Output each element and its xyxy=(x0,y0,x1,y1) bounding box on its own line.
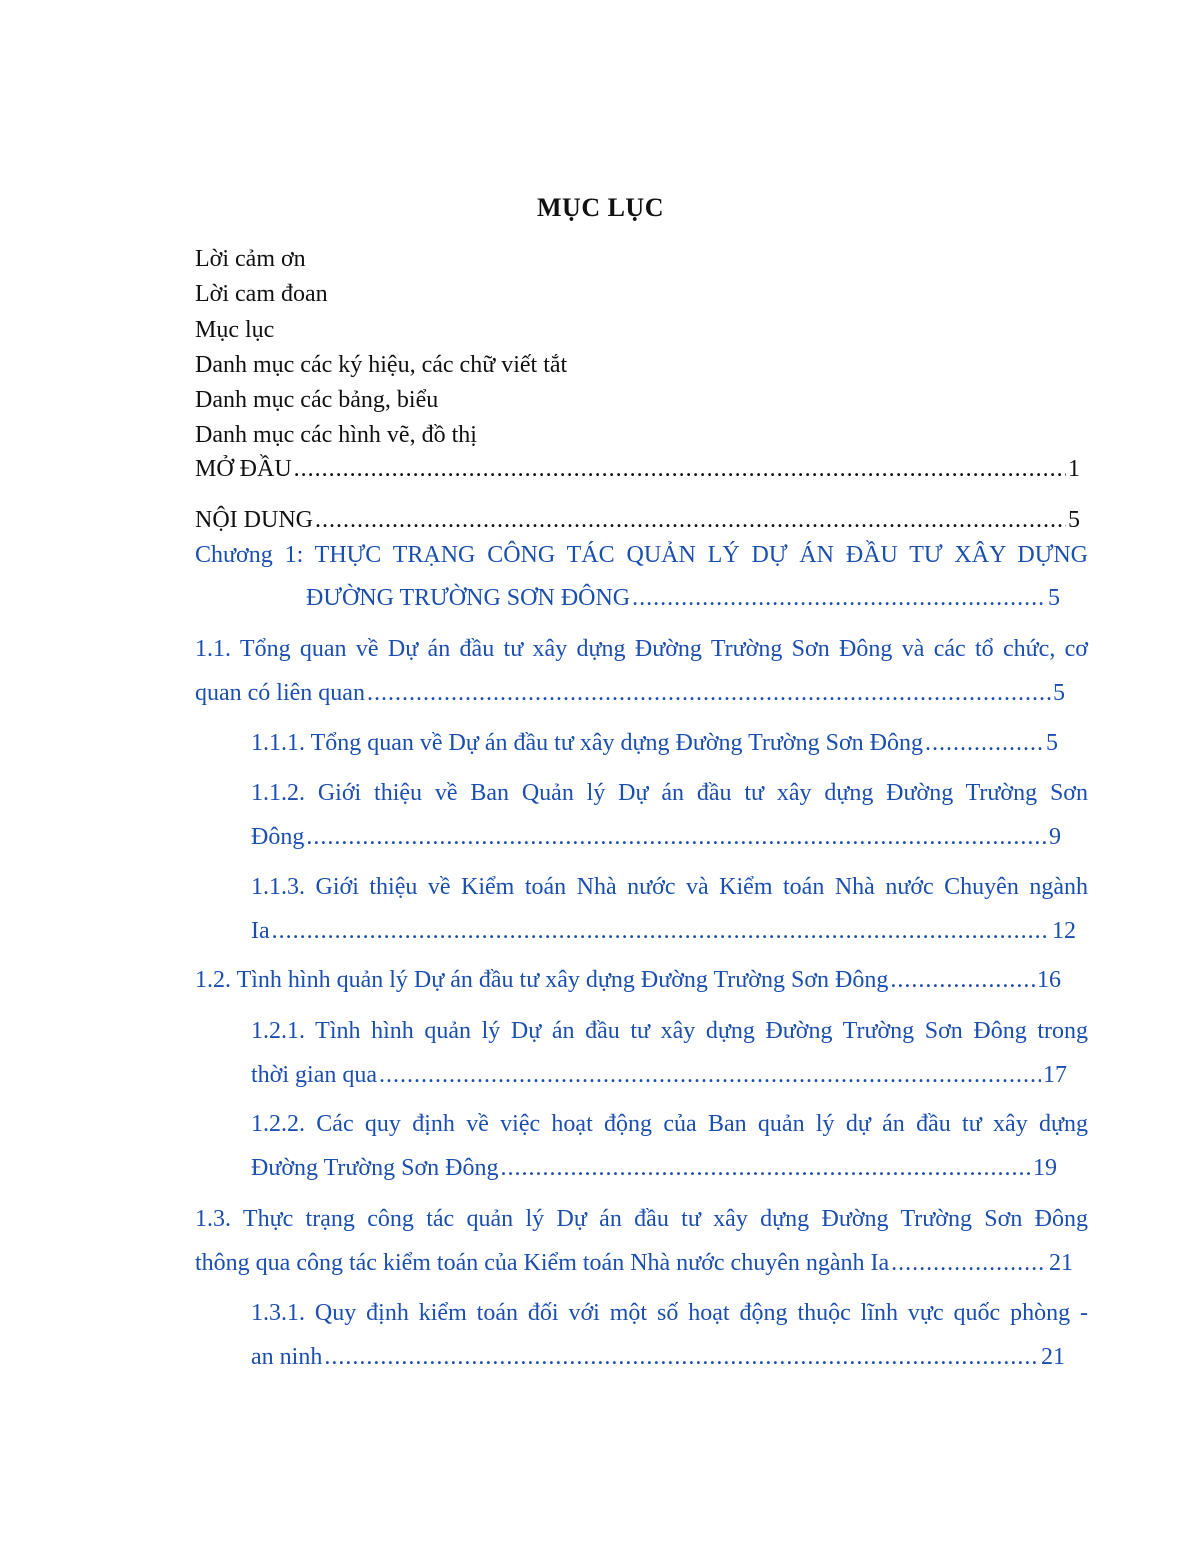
dot-leader xyxy=(294,452,1066,486)
dot-leader xyxy=(891,1246,1047,1280)
toc-label: thông qua công tác kiểm toán của Kiểm toán Nhà nước chuyên ngành Ia xyxy=(195,1250,890,1276)
toc-item-bang-bieu[interactable]: Danh mục các bảng, biểu xyxy=(195,387,439,413)
page-number: 5 xyxy=(1068,507,1080,533)
toc-section-1-3-line1[interactable]: 1.3. Thực trạng công tác quản lý Dự án đầu tư xây dựng Đường Trường Sơn Đông xyxy=(195,1206,1088,1232)
toc-label: Đường Trường Sơn Đông xyxy=(251,1155,499,1181)
toc-label: quan có liên quan xyxy=(195,680,365,706)
toc-label: MỞ ĐẦU xyxy=(195,456,292,482)
toc-section-1-3-1-line2[interactable] xyxy=(251,1340,1065,1374)
toc-chapter-1-line2[interactable] xyxy=(306,581,1060,615)
page-number: 5 xyxy=(1053,680,1065,706)
toc-entry-mo-dau[interactable] xyxy=(195,452,1080,486)
toc-section-1-1-3-line2[interactable] xyxy=(251,914,1076,948)
toc-label: Ia xyxy=(251,918,270,944)
toc-label: thời gian qua xyxy=(251,1062,377,1088)
toc-section-1-1-2-line2[interactable] xyxy=(251,820,1061,854)
dot-leader xyxy=(379,1058,1041,1092)
toc-item-ky-hieu[interactable]: Danh mục các ký hiệu, các chữ viết tắt xyxy=(195,352,568,378)
page-number: 17 xyxy=(1043,1062,1067,1088)
toc-section-1-2-1-line1[interactable]: 1.2.1. Tình hình quản lý Dự án đầu tư xây dựng Đường Trường Sơn Đông trong xyxy=(251,1018,1088,1044)
dot-leader xyxy=(306,820,1047,854)
toc-title: MỤC LỤC xyxy=(537,193,664,222)
page-number: 1 xyxy=(1068,456,1080,482)
page-number: 5 xyxy=(1046,730,1058,756)
dot-leader xyxy=(890,963,1035,997)
toc-item-loi-cam-doan[interactable]: Lời cam đoan xyxy=(195,281,328,307)
toc-section-1-1-2-line1[interactable]: 1.1.2. Giới thiệu về Ban Quản lý Dự án đầu tư xây dựng Đường Trường Sơn xyxy=(251,780,1088,806)
toc-item-hinh-ve[interactable]: Danh mục các hình vẽ, đồ thị xyxy=(195,422,477,448)
toc-section-1-2-1-line2[interactable] xyxy=(251,1058,1067,1092)
toc-item-loi-cam-on[interactable]: Lời cảm ơn xyxy=(195,246,306,272)
toc-label: 1.2. Tình hình quản lý Dự án đầu tư xây dựng Đường Trường Sơn Đông xyxy=(195,967,889,993)
dot-leader xyxy=(367,676,1051,710)
page-number: 19 xyxy=(1033,1155,1057,1181)
page-number: 21 xyxy=(1041,1344,1065,1370)
toc-chapter-1-line1[interactable]: Chương 1: THỰC TRẠNG CÔNG TÁC QUẢN LÝ DỰ ÁN ĐẦU TƯ XÂY DỰNG xyxy=(195,542,1088,568)
dot-leader xyxy=(500,1151,1031,1185)
toc-section-1-1-3-line1[interactable]: 1.1.3. Giới thiệu về Kiểm toán Nhà nước và Kiểm toán Nhà nước Chuyên ngành xyxy=(251,874,1088,900)
toc-section-1-2-2-line2[interactable] xyxy=(251,1151,1057,1185)
toc-label: Đông xyxy=(251,824,305,850)
page-number: 21 xyxy=(1049,1250,1073,1276)
toc-label: an ninh xyxy=(251,1344,323,1370)
toc-section-1-3-1-line1[interactable]: 1.3.1. Quy định kiểm toán đối với một số hoạt động thuộc lĩnh vực quốc phòng - xyxy=(251,1300,1088,1326)
dot-leader xyxy=(925,726,1044,760)
dot-leader xyxy=(632,581,1046,615)
toc-label: ĐƯỜNG TRƯỜNG SƠN ĐÔNG xyxy=(306,585,631,611)
toc-item-muc-luc[interactable]: Mục lục xyxy=(195,317,275,343)
toc-section-1-1-line2[interactable] xyxy=(195,676,1065,710)
page-number: 9 xyxy=(1049,824,1061,850)
dot-leader xyxy=(272,914,1050,948)
dot-leader xyxy=(324,1340,1039,1374)
page-number: 5 xyxy=(1048,585,1060,611)
page-number: 12 xyxy=(1052,918,1076,944)
dot-leader xyxy=(315,503,1066,537)
toc-section-1-1-1[interactable] xyxy=(251,726,1058,760)
toc-label: NỘI DUNG xyxy=(195,507,313,533)
toc-section-1-1-line1[interactable]: 1.1. Tổng quan về Dự án đầu tư xây dựng Đường Trường Sơn Đông và các tổ chức, cơ xyxy=(195,636,1088,662)
toc-entry-noi-dung[interactable] xyxy=(195,503,1080,537)
page-number: 16 xyxy=(1037,967,1061,993)
toc-section-1-3-line2[interactable] xyxy=(195,1246,1073,1280)
toc-section-1-2-2-line1[interactable]: 1.2.2. Các quy định về việc hoạt động của Ban quản lý dự án đầu tư xây dựng xyxy=(251,1111,1088,1137)
toc-label: 1.1.1. Tổng quan về Dự án đầu tư xây dựng Đường Trường Sơn Đông xyxy=(251,730,923,756)
toc-section-1-2[interactable] xyxy=(195,963,1061,997)
